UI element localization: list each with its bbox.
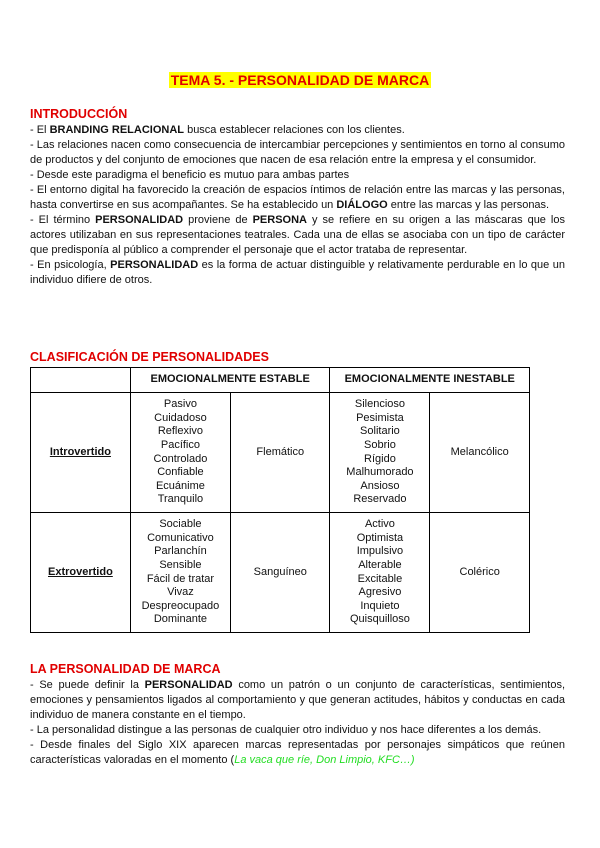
trait-item: Cuidadoso <box>154 411 207 424</box>
trait-item: Impulsivo <box>356 545 404 558</box>
intro-section <box>30 123 565 288</box>
trait-item: Fácil de tratar <box>146 572 215 585</box>
type-cell: Sanguíneo <box>231 513 330 633</box>
trait-item: Dominante <box>153 613 208 626</box>
trait-item: Quisquilloso <box>349 613 410 626</box>
brand-examples: La vaca que ríe, Don Limpio, KFC…) <box>234 754 415 766</box>
trait-item: Reflexivo <box>157 425 204 438</box>
brand-section <box>30 678 565 768</box>
header-unstable: EMOCIONALMENTE INESTABLE <box>330 368 530 393</box>
table-row <box>31 393 530 513</box>
brand-paragraph: - La personalidad distingue a las personas de cualquier otro individuo y nos hace diferentes a los demás. <box>30 724 542 736</box>
row-label: Extrovertido <box>31 513 131 633</box>
trait-item: Confiable <box>157 466 204 479</box>
row-label: Introvertido <box>31 393 131 513</box>
traits-cell <box>330 513 430 633</box>
traits-cell <box>130 393 230 513</box>
brand-paragraph: - Se puede definir la PERSONALIDAD como un patrón o un conjunto de características, sentimientos, emociones y pensamientos ligados al comportamiento y que generan actitudes, hábitos y conductas en cada individuo de manera constante en el tiempo. <box>30 679 566 721</box>
empty-header-cell <box>31 368 131 393</box>
intro-paragraph: - El término PERSONALIDAD proviene de PERSONA y se refiere en su origen a las máscaras que los actores utilizaban en sus representaciones teatrales. Cada una de ellas se asociaba con un tipo de carácter que predisponía al público a comprender el personaje que el actor trataba de representar. <box>30 214 565 256</box>
trait-item: Optimista <box>356 531 404 544</box>
intro-heading: INTRODUCCIÓN <box>30 107 128 121</box>
trait-item: Activo <box>364 518 395 531</box>
traits-cell <box>130 513 230 633</box>
trait-item: Pacífico <box>160 438 200 451</box>
table-row <box>31 513 530 633</box>
trait-item: Sobrio <box>364 438 396 451</box>
trait-item: Alterable <box>358 558 402 571</box>
trait-item: Excitable <box>357 572 403 585</box>
trait-item: Agresivo <box>358 586 402 599</box>
trait-item: Ecuánime <box>155 479 205 492</box>
trait-item: Tranquilo <box>157 493 204 506</box>
classification-heading: CLASIFICACIÓN DE PERSONALIDADES <box>30 350 269 364</box>
trait-item: Reservado <box>353 493 407 506</box>
document-title <box>0 72 600 88</box>
trait-item: Solitario <box>360 425 400 438</box>
trait-item: Malhumorado <box>346 466 414 479</box>
trait-item: Silencioso <box>354 398 405 411</box>
trait-item: Vivaz <box>167 586 194 599</box>
trait-item: Comunicativo <box>147 531 214 544</box>
trait-item: Pesimista <box>356 411 404 424</box>
intro-paragraph: - En psicología, PERSONALIDAD es la forma de actuar distinguible y relativamente perdurable en lo que un individuo difiere de otros. <box>30 259 565 286</box>
brand-heading: LA PERSONALIDAD DE MARCA <box>30 662 221 676</box>
personality-table <box>30 367 530 633</box>
traits-cell <box>330 393 430 513</box>
trait-item: Sociable <box>159 518 202 531</box>
trait-item: Rígido <box>364 452 396 465</box>
type-cell: Flemático <box>231 393 330 513</box>
trait-item: Pasivo <box>163 398 197 411</box>
header-stable: EMOCIONALMENTE ESTABLE <box>130 368 330 393</box>
trait-item: Controlado <box>153 452 208 465</box>
brand-paragraph: - Desde finales del Siglo XIX aparecen marcas representadas por personajes simpáticos que reúnen características valoradas en el momento (La vaca que ríe, Don Limpio, KFC…) <box>30 739 565 766</box>
table-header-row <box>31 368 530 393</box>
trait-item: Despreocupado <box>141 599 220 612</box>
trait-item: Inquieto <box>360 599 400 612</box>
type-cell: Colérico <box>430 513 530 633</box>
trait-item: Parlanchín <box>154 545 207 558</box>
title-text: TEMA 5. - PERSONALIDAD DE MARCA <box>170 72 430 88</box>
trait-item: Sensible <box>159 558 202 571</box>
type-cell: Melancólico <box>430 393 530 513</box>
intro-paragraph: - El BRANDING RELACIONAL busca establecer relaciones con los clientes. <box>30 124 405 136</box>
intro-paragraph: - El entorno digital ha favorecido la creación de espacios íntimos de relación entre las marcas y las personas, hasta convertirse en sus acompañantes. Se ha establecido un DIÁLOGO entre las marcas y las personas. <box>30 184 565 211</box>
intro-paragraph: - Desde este paradigma el beneficio es mutuo para ambas partes <box>30 169 350 181</box>
intro-paragraph: - Las relaciones nacen como consecuencia de intercambiar percepciones y sentimientos en torno al consumo de productos y del conjunto de emociones que nacen de esa relación entre la empresa y el consumidor. <box>30 139 565 166</box>
trait-item: Ansioso <box>360 479 400 492</box>
